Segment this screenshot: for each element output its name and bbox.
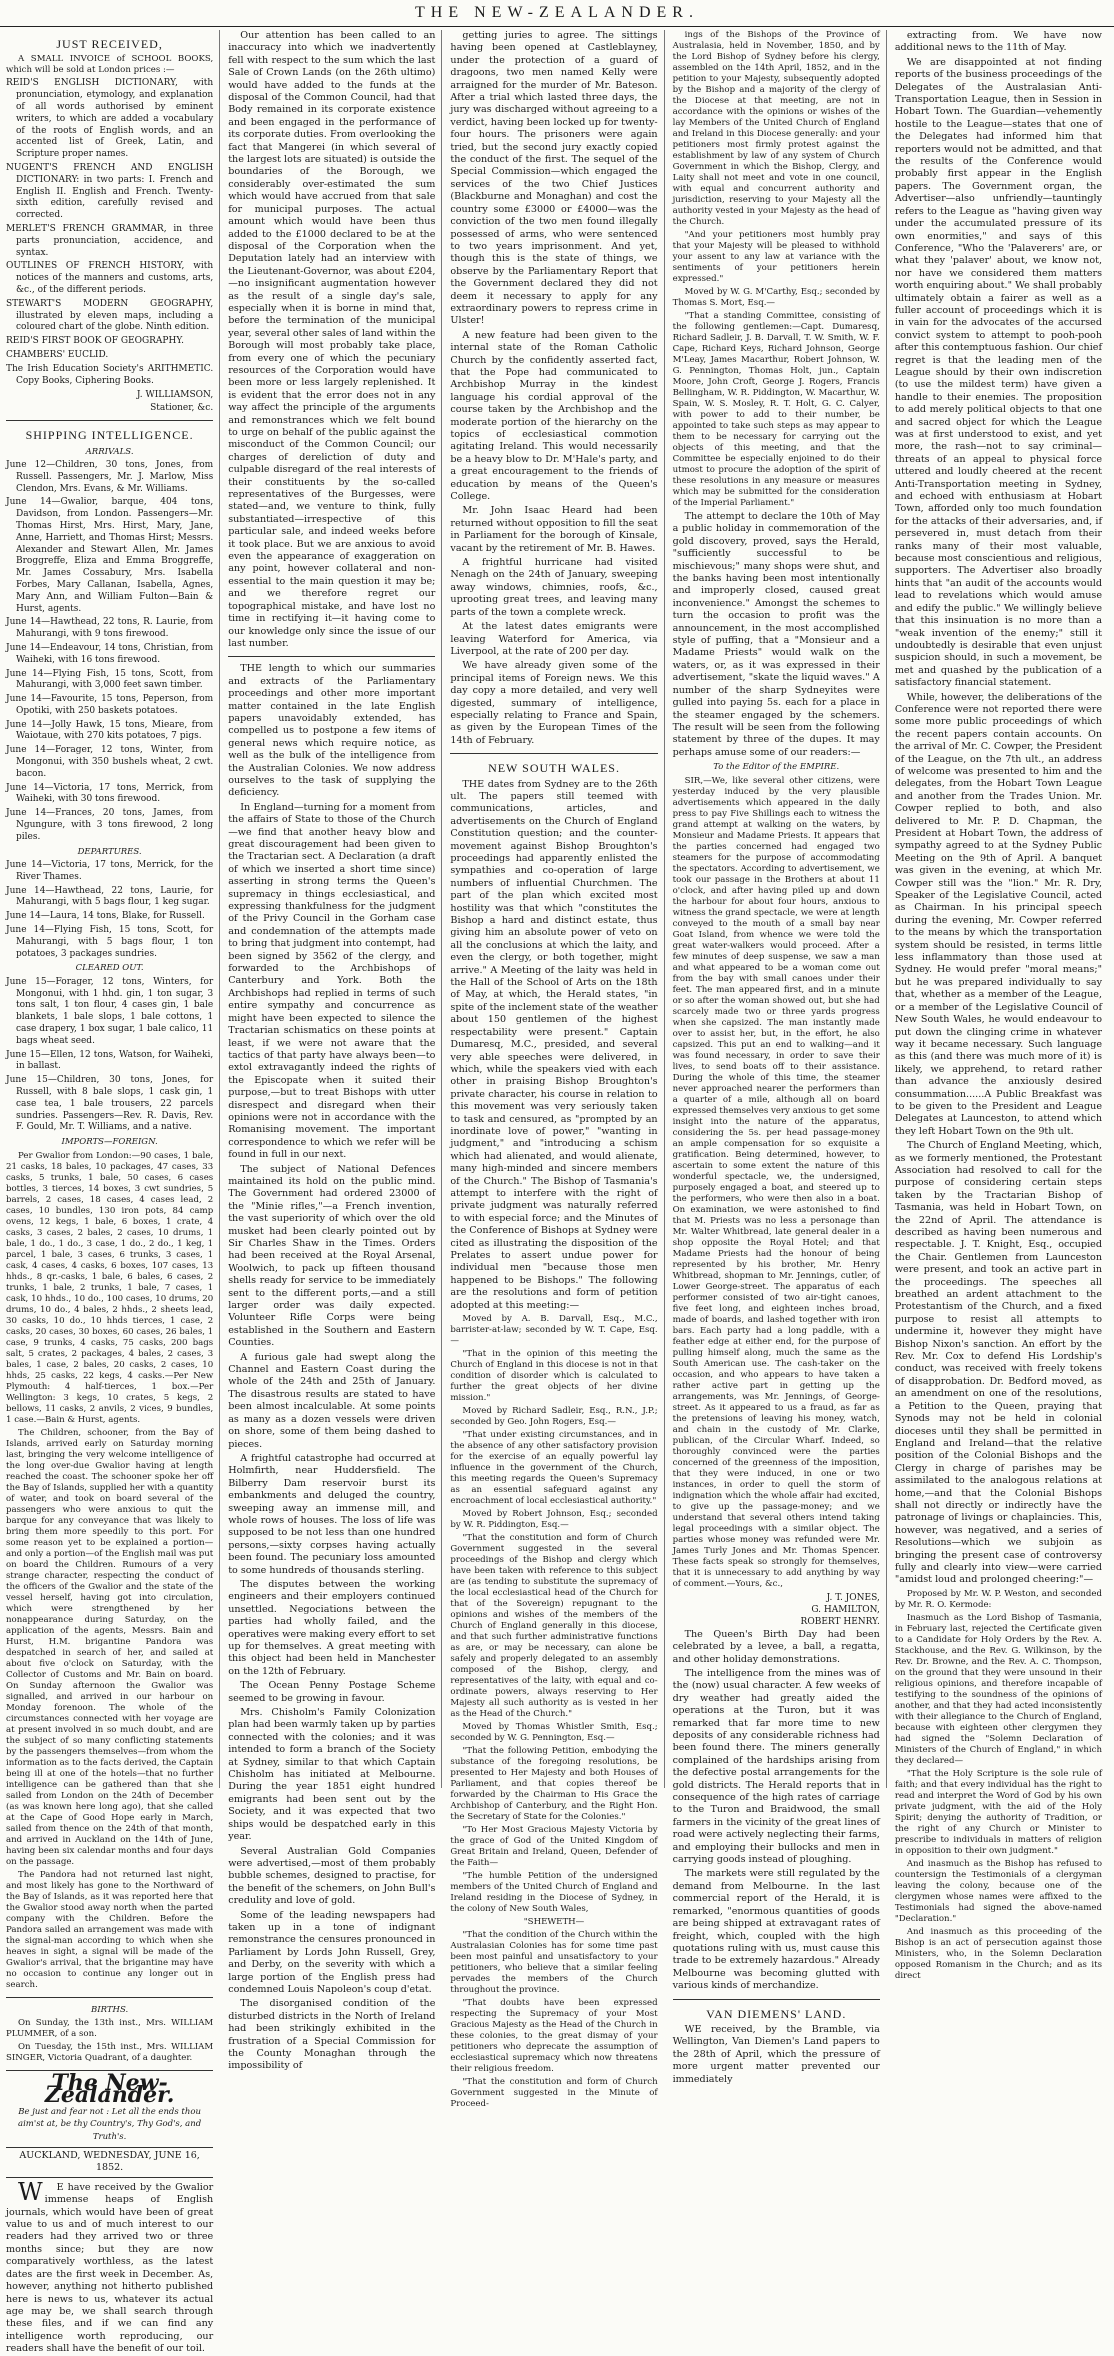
paragraph: THE dates from Sydney are to the 26th ult. The papers still teemed with communications, articles, and advertisements on the Church of England Constitution question; and the counter-movement against Bishop Broughton's proceedings had apparently enlisted the sympathies and co-operation of large numbers of influential Churchmen. The part of the plan which excited most hostility was that which "constitutes the Bishop a hard and distinct estate, thus giving him an absolute power of veto on all the conclusions at which the laity, and even the clergy, or both together, might arrive." A Meeting of the laity was held in the Hall of the School of Arts on the 18th of May, at which, the Herald states, "in spite of the inclement state of the weather about 150 gentlemen of the highest respectability were present." Captain Dumaresq, M.C., presided, and several very able speeches were delivered, in which, while the speakers vied with each other in praising Bishop Broughton's private character, his course in relation to this movement was very seriously taken to task and censured, as "prompted by an inordinate love of power," "wanting in judgment," and "introducing a schism which had alienated, and would alienate, many high-minded and sincere members of the Church." The Bishop of Tasmania's attempt to interfere with the right of private judgment was naturally referred to with especial force; and the Minutes of the Conference of Bishops at Sydney were cited as illustrating the disposition of the Prelates to assert undue power for individual men "because those men happened to be Bishops." The following are the resolutions and form of petition adopted at this meeting:— xyxy=(450,778,658,1311)
children-news: The Children, schooner, from the Bay of Islands, arrived early on Saturday morning last, bringing the very welcome intelligence of the long over-due Gwalior having at length reached the coast. The schooner spoke her off the Bay of Islands, supplied her with a quantity of water, and took on board several of the passengers who were anxious to quit the barque for any conveyance that was likely to bring them more speedily to this port. For some reason yet to be explained a portion—and only a portion—of the English mail was put on board the Children. Rumours of a very strange character, respecting the conduct of the officers of the Gwalior and the state of the vessel herself, having got into circulation, which were strengthened by her nonappearance during Saturday, on the application of the agents, Messrs. Bain and Hurst, H.M. brigantine Pandora was despatched in search of her, and sailed at about five o'clock on Saturday, with the Collector of Customs and Mr. Bain on board. On Sunday afternoon the Gwalior was signalled, and arrived in our harbour on Monday forenoon. The whole of the circumstances connected with her voyage are at present involved in so much doubt, and are the subject of so many conflicting statements by the passengers themselves—from whom the information as to the facts derived, the Captain being ill at one of the hotels—that no further intelligence can be gathered than that she sailed from London on the 24th of December (as was known here long ago), that she called at the Cape of Good Hope early in March, sailed from thence on the 24th of that month, and arrived in Auckland on the 14th of June, having been six calendar months and four days on the passage. xyxy=(6,1427,214,1867)
petition: "To Her Most Gracious Majesty Victoria by the grace of God of the United Kingdom of Great Britain and Ireland, Queen, Defender of the Faith— xyxy=(450,1825,658,1869)
moved-line: Moved by W. G. M'Carthy, Esq.; seconded by Thomas S. Mort, Esq.— xyxy=(672,287,880,308)
moved-line: Moved by Thomas Whistler Smith, Esq.; seconded by W. G. Pennington, Esq.— xyxy=(450,1722,658,1744)
arrival-item: June 14—Victoria, 17 tons, Merrick, from Waiheki, with 30 tons firewood. xyxy=(6,782,214,805)
resolution: "That the constitution and form of Church Government suggested in the several proceedings of the Bishop and clergy which have been taken with reference to this subject are (as tending to substitute the supremacy of the local ecclesiastical head of the Church for that of the Sovereign) repugnant to the opinions and wishes of the members of the Church of England generally in this diocese, and that such further administrative functions as are, or may be necessary, can alone be safely and properly delegated to an assembly composed of the Bishop, clergy, and representatives of the laity, with equal and co-ordinate powers, always reserving to Her Majesty all such authority as is vested in her as the Head of the Church." xyxy=(450,1533,658,1720)
arrival-item: June 14—Frances, 20 tons, James, from Ngungure, with 3 tons firewood, 2 long piles. xyxy=(6,808,214,842)
paragraph: "That a standing Committee, consisting of the following gentlemen:—Capt. Dumaresq, Richard Sadleir, J. B. Darvall, T. W. Smith, W. F. Cape, Richard Keys, Richard Johnson, George M'Leay, James Macarthur, Robert Johnson, W. G. Pennington, Thomas Holt, jun., Captain Moore, John Croft, George J. Rogers, Francis Bellingham, W. R. Piddington, W. Macarthur, W. Spain, W. S. Mosley, R. T. Holt, G. C. Calyer, with power to add to their number, be appointed to take such steps as may appear to them to be necessary for carrying out the objects of this meeting, and that the Committee be especially enjoined to do their utmost to procure the adoption of the spirit of these resolutions in any measure or measures which may be submitted for the consideration of the Imperial Parliament." xyxy=(672,311,880,508)
divider xyxy=(6,420,213,421)
paragraph: The markets were still regulated by the demand from Melbourne. In the last commercial report of the Herald, it is remarked, "enormous quantities of goods are being shipped at extravagant rates of freight, which, coupled with the high quotations ruling with us, must cause this trade to be extremely hazardous." Already Melbourne was becoming glutted with various kinds of merchandize. xyxy=(672,1868,880,1992)
paragraph: The disputes between the working engineers and their employers continued unsettled. Negociations between the parties had wholly failed, and the operatives were making every effort to set up for themselves. A great meeting with this object had been held in Manchester on the 12th of February. xyxy=(228,1578,436,1677)
column-5 xyxy=(894,30,1108,1981)
divider xyxy=(673,1999,880,2000)
column-1 xyxy=(6,30,220,2355)
dateline: AUCKLAND, WEDNESDAY, JUNE 16, 1852. xyxy=(6,2147,213,2178)
divider xyxy=(450,753,657,754)
paragraph: While, however, the deliberations of the Conference were not reported there were some more public proceedings of which the recent papers contain accounts. On the arrival of Mr. C. Cowper, the President of the League, on the 7th ult., an address of welcome was presented to him and the delegates, from the Hobart Town League and another from the Trades Union. Mr. Cowper replied to both, and also delivered to Mr. P. D. Chapman, the President at Hobart Town, the address of sympathy agreed to at the Sydney Public Meeting on the 9th of April. A banquet was given in the evening, at which Mr. Cowper still was the "lion." Mr. R. Dry, Speaker of the Legislative Council, acted as Chairman. In his principal speech during the evening, Mr. Cowper referred to the means by which the transportation system should be resisted, in terms little less inflammatory than those used at Sydney. He would prefer "moral means;" but he was prepared individually to say that, whether as a member of the League, or a member of the Legislative Council of New South Wales, he would endeavour to put down the clinging crime in whatever way it became necessary. Such language as this (and there was much more of it) is likely, we apprehend, to retard rather than advance the anxiously desired consummation......A Public Breakfast was to be given to the President and League Delegates at Launceston, to attend which they left Hobart Town on the 9th ult. xyxy=(894,691,1103,1137)
paragraph: The attempt to declare the 10th of May a public holiday in commemoration of the gold discovery, proved, says the Herald, "sufficiently successful to be mischievous;" many shops were shut, and the banks having been most intentionally and improperly closed, caused great inconvenience." Amongst the schemes to turn the occasion to profit was the announcement, in the most accomplished style of puffing, that a "Monsieur and a Madame Priests" would walk on the waters, or, as it was expressed in their advertisement, "skate the liquid waves." A number of the sharp Sydneyites were gulled into paying 5s. each for a place in the steamer engaged by the schemers. The result will be seen from the following statement by three of the dupes. It may perhaps amuse some of our readers:— xyxy=(672,511,880,758)
column-3 xyxy=(450,30,664,2110)
imports-text: Per Gwalior from London:—90 cases, 1 bale, 21 casks, 18 bales, 10 packages, 47 cases, 33 casks, 5 trunks, 1 bale, 50 cases, 6 cases bottles, 3 tierces, 14 boxes, 3 cwt sundries, 5 barrels, 2 cases, 18 cases, 4 cases lead, 2 cases, 10 bundles, 130 iron pots, 84 camp ovens, 12 kegs, 1 bale, 6 boxes, 1 crate, 4 casks, 3 cases, 2 bales, 2 cases, 10 drums, 1 bale, 1 do., 1 do., 3 case, 1 do., 2 do., 1 keg, 1 parcel, 1 bale, 3 cases, 6 trunks, 3 cases, 1 cask, 4 cases, 4 casks, 6 boxes, 107 cases, 13 hhds., 8 qr.-casks, 1 bale, 6 bales, 6 cases, 2 trunks, 1 bale, 2 trunks, 1 bale, 7 cases, 1 cask, 10 hhds., 10 do., 100 cases, 10 drums, 20 drums, 10 do., 4 bales, 2 hhds., 2 sheets lead, 30 casks, 10 do., 10 hhds tierces, 1 case, 2 casks, 20 cases, 30 boxes, 60 cases, 26 bales, 1 case, 9 trunks, 4 casks, 75 casks, 200 bags salt, 5 crates, 2 packages, 4 bales, 2 cases, 3 bales, 1 case, 2 bales, 20 casks, 2 cases, 10 hhds, 25 casks, 22 kegs, 4 casks.—Per New Plymouth: 4 half-tierces, 1 box.—Per Wellington: 3 kegs, 10 crates, 5 kegs, 2 bellows, 11 casks, 2 anvils, 2 vices, 9 bundles, 1 case.—Bain & Hurst, agents. xyxy=(6,1150,214,1425)
divider xyxy=(228,656,435,657)
paragraph: A frightful hurricane had visited Nenagh on the 24th of January, sweeping away windows, chimnies, roofs, &c., uprooting great trees, and leaving many parts of the town a complete wreck. xyxy=(450,557,658,618)
paragraph: Some of the leading newspapers had taken up in a tone of indignant remonstrance the censures pronounced in Parliament by Lords John Russell, Grey, and Derby, on the severity with which a large portion of the English press had condemned Louis Napoleon's coup d'etat. xyxy=(228,1909,436,1995)
arrivals-heading: ARRIVALS. xyxy=(85,446,134,457)
paper-title: The New-Zealander. xyxy=(44,2070,175,2109)
signer-role: Stationer, &c. xyxy=(150,402,214,413)
masthead: THE NEW-ZEALANDER. xyxy=(0,4,1114,27)
shipping-heading: SHIPPING INTELLIGENCE. xyxy=(25,428,194,443)
births-heading: BIRTHS. xyxy=(91,2004,129,2015)
book-item: The Irish Education Society's ARITHMETIC. Copy Books, Ciphering Books. xyxy=(6,363,214,386)
arrival-item: June 12—Children, 30 tons, Jones, from Russell. Passengers, Mr. J. Marlow, Miss Clendon, Mrs. Evans, & Mr. Williams. xyxy=(6,459,214,494)
paragraph: A new feature had been given to the internal state of the Roman Catholic Church by the confidently asserted fact, that the Pope had communicated to Archbishop Murray in the kindest language his cordial approval of the course taken by the Archbishop and the moderate portion of the hierarchy on the topics of ecclesiastical commotion agitating Ireland. This would necessarily be a heavy blow to Dr. M'Hale's party, and a great encouragement to the friends of education by means of the Queen's College. xyxy=(450,329,658,503)
paragraph: Mr. John Isaac Heard had been returned without opposition to fill the seat in Parliament for the borough of Kinsale, vacant by the retirement of Mr. B. Hawes. xyxy=(450,505,658,554)
cleared-item: June 15—Ellen, 12 tons, Watson, for Waiheki, in ballast. xyxy=(6,1049,214,1072)
resolution: Inasmuch as the Lord Bishop of Tasmania, in February last, rejected the Certificate given to a Candidate for Holy Orders by the Rev. A. Stackhouse, and the Rev. G. Wilkinson, by the Rev. Dr. Browne, and the Rev. A. C. Thompson, on the ground that they were unsound in their religious opinions, and therefore incapable of testifying to the soundness of the opinions of another, and that they had acted inconsistently with their allegiance to the Church of England, because with eighteen other clergymen they had signed the "Solemn Declaration of Ministers of the Church of England," in which they declared— xyxy=(894,1612,1103,1766)
cleared-heading: CLEARED OUT. xyxy=(75,963,144,974)
imports-heading: IMPORTS—FOREIGN. xyxy=(61,1137,158,1148)
letter-body: SIR,—We, like several other citizens, were yesterday induced by the very plausible advertisements which appeared in the daily press to pay Five Shillings each to witness the grand attempt at walking on the waters, by Monsieur and Madame Priests. It appears that the parties concerned had engaged two steamers for the purpose of accommodating the spectators. According to advertisement, we took our passage in the Brothers at about 11 o'clock, and after having piled up and down the harbour for about four hours, anxious to witness the grand spectacle, we were at length conveyed to the mouth of a small bay near Goat Island, from whence we were told the great water-walkers would proceed. After a few minutes of deep suspense, we saw a man and what appeared to be a woman come out from the bay with small canoes under their feet. The man appeared first, and in a minute or so after the woman showed out, but she had scarcely made two or three yards progress when she capsized. The man instantly made over to assist her, but, in the effort, he also capsized. This put an end to walking—and it was found necessary, in order to save their lives, to send boats off to their assistance. During the whole of this time, the steamer never approached nearer the performers than a quarter of a mile, although all on board expressed themselves very anxious to get some insight into the nature of the apparatus, considering the 5s. per head passage-money an ample compensation for so exquisite a gratification. Being determined, however, to ascertain to some extent the nature of this wonderful spectacle, we, the undersigned, purposely engaged a boat, and steered up to the performers, who were then also in a boat. On examination, we were astonished to find that M. Priests was no less a personage than Mr. Walter Whitbread, late general dealer in a shop opposite the Royal Hotel; and that Madame Priests had the honour of being represented by his brother, Mr. Henry Whitbread, shopman to Mr. Jennings, cutler, of Lower George-street. The apparatus of each performer consisted of two air-tight canoes, five feet long, and eighteen inches broad, made of boards, and lashed together with iron bars. Each party had a long paddle, with a feather edge at either end, for the purpose of pulling himself along, much the same as the South American use. The cash-taker on the occasion, and who appears to have taken a rather active part in getting up the arrangements, was Mr. Jennings, of George-street. As it appeared to us a fraud, as far as the pretensions of leaving his money, watch, and chain in the custody of Mr. Clarke, publican, of the Circular Wharf. Indeed, so thoroughly convinced were the parties concerned of the greenness of the imposition, that they were induced, in one or two instances, in order to quell the storm of indignation which the whole affair had excited, to give up the passage-money; and we understand that several others intend taking legal proceedings with a similar object. The parties whose money was refunded were Mr. James Turly Jones and Mr. Thomas Spencer. These facts speak so strongly for themselves, that it is unnecessary to add anything by way of comment.—Yours, &c., xyxy=(672,775,880,1589)
arrival-item: June 14—Forager, 12 tons, Winter, from Mongonui, with 350 bushels wheat, 2 cwt. bacon. xyxy=(6,745,214,779)
paragraph: A frightful catastrophe had occurred at Holmfirth, near Huddersfield. The Bilberry Dam reservoir burst its embankments and deluged the country, sweeping away an immense mill, and whole rows of houses. The loss of life was supposed to be not less than one hundred persons,—sixty corpses having actually been found. The pecuniary loss amounted to some hundreds of thousands sterling. xyxy=(228,1452,436,1576)
just-received-heading: JUST RECEIVED, xyxy=(56,37,163,51)
divider xyxy=(6,1997,213,1998)
resolution: "That the Holy Scripture is the sole rule of faith; and that every individual has the right to read and interpret the Word of God by his own private judgment, with the aid of the Holy Spirit; denying the authority of Tradition, or the right of any Church or Minister to prescribe to individuals in matters of religion in opposition to their own judgment." xyxy=(894,1768,1103,1856)
signature: G. HAMILTON, xyxy=(811,1604,880,1615)
paragraph: getting juries to agree. The sittings having been opened at Castleblayney, under the protection of a guard of dragoons, two men named Kelly were arraigned for the murder of Mr. Bateson. After a trial which lasted three days, the jury was discharged without agreeing to a verdict, having been locked up for twenty-four hours. The prisoners were again tried, but the second jury exactly copied the conduct of the first. The sequel of the Special Commission—which engaged the services of the two Chief Justices (Blackburne and Monaghan) and cost the country some £3000 or £4000—was the conviction of the two men found illegally possessed of arms, who were sentenced to two years imprisonment. And yet, though this is the state of things, we observe by the Parliamentary Report that the Government declared they did not deem it necessary to apply for any extraordinary powers to repress crime in Ulster! xyxy=(450,30,658,327)
column-2 xyxy=(228,30,442,2072)
paragraph: A furious gale had swept along the Channel and Eastern Coast during the whole of the 24th and 25th of January. The disastrous results are stated to have been almost incalculable. At some points as many as a dozen vessels were driven on shore, some of them being dashed to pieces. xyxy=(228,1351,436,1450)
paragraph: "And your petitioners most humbly pray that your Majesty will be pleased to withhold your assent to any law at variance with the sentiments of your petitioners herein expressed." xyxy=(672,230,880,284)
paragraph: WE received, by the Bramble, via Wellington, Van Diemen's Land papers to the 28th of April, which the pressure of more urgent matter prevented our immediately xyxy=(672,2023,880,2085)
moved-line: Moved by Richard Sadleir, Esq., R.N., J.P.; seconded by Geo. John Rogers, Esq.— xyxy=(450,1406,658,1428)
signature: J. T. JONES, xyxy=(826,1592,880,1603)
departures-heading: DEPARTURES. xyxy=(77,846,142,857)
book-item: REID'S FIRST BOOK OF GEOGRAPHY. xyxy=(6,336,184,347)
book-item: OUTLINES OF FRENCH HISTORY, with notices of the manners and customs, arts, &c., of the different periods. xyxy=(6,261,214,295)
arrival-item: June 14—Hawthead, 22 tons, R. Laurie, from Mahurangi, with 9 tons firewood. xyxy=(6,617,214,640)
book-item: NUGENT'S FRENCH AND ENGLISH DICTIONARY: in two parts: I. French and English II. English and French. Twenty-sixth edition, carefully revised and corrected. xyxy=(6,162,214,221)
petition: "The humble Petition of the undersigned members of the United Church of England and Ireland residing in the Diocese of Sydney, in the colony of New South Wales, xyxy=(450,1871,658,1915)
petition: "That doubts have been expressed respecting the Supremacy of your Most Gracious Majesty as the Head of the Church in these colonies, to the great dismay of your petitioners who deprecate the assumption of ecclesiastical supremacy which now threatens their religious freedom. xyxy=(450,1998,658,2075)
paragraph: Mrs. Chisholm's Family Colonization plan had been warmly taken up by parties connected with the colonies; and it was intended to form a branch of the Society at Sydney, similar to that which Captain Chisholm has initiated at Melbourne. During the year 1851 eight hundred emigrants had been sent out by the Society, and it was expected that two ships would be despatched early in this year. xyxy=(228,1707,436,1843)
paragraph: The Queen's Birth Day had been celebrated by a levee, a ball, a regatta, and other holiday demonstrations. xyxy=(672,1628,880,1665)
book-list xyxy=(6,78,213,387)
cleared-item: June 15—Forager, 12 tons, Winters, for Mongonui, with 1 hhd. gin, 1 ton sugar, 3 tons salt, 1 ton flour, 4 cases gin, 1 bale blankets, 1 bale slops, 1 bale cottons, 1 case drapery, 1 box sugar, 1 bale calico, 11 bags wheat seed. xyxy=(6,976,214,1046)
arrival-item: June 14—Favourite, 15 tons, Peperson, from Opotiki, with 250 baskets potatoes. xyxy=(6,694,214,716)
paragraph: In England—turning for a moment from the affairs of State to those of the Church —we find that another heavy blow and great discouragement had been given to the Tractarian sect. A Declaration (a draft of which we inserted a short time since) asserting in strong terms the Queen's supremacy in things ecclesiastical, and expressing thankfulness for the judgment of the Privy Council in the Gorham case and condemnation of the attempts made to bring that judgment into contempt, had been signed by 3562 of the clergy, and forwarded to the Archbishops of Canterbury and York. Both the Archbishops had replied in terms of such entire sympathy and concurrence as might have been expected to silence the Tractarian schismatics on these points at least, if we were not aware that the tactics of that party have always been—to extol extravagantly indeed the rights of the Episcopate when it suited their purpose,—but to treat Bishops with utter disrespect and disregard when their opinions were not in accordance with the Romanising movement. The important correspondence to which we refer will be found in full in our next. xyxy=(228,801,436,1161)
paragraph: The disorganised condition of the disturbed districts in the North of Ireland had been strikingly exhibited in the frustration of a Special Commission for the County Monaghan through the impossibility of xyxy=(228,1998,436,2072)
book-item: MERLET'S FRENCH GRAMMAR, in three parts pronunciation, accidence, and syntax. xyxy=(6,223,214,258)
resolution: And inasmuch as the Bishop has refused to countersign the Testimonials of a clergyman leaving the colony, because one of the clergymen whose names were affixed to the Testimonials had signed the above-named "Declaration." xyxy=(894,1858,1103,1924)
paragraph: Several Australian Gold Companies were advertised,—most of them probably bubble schemes, designed to practise, for the benefit of the schemers, on John Bull's credulity and love of gold. xyxy=(228,1845,436,1907)
petition: "That the condition of the Church within the Australasian Colonies has for some time past been most painful and unsatisfactory to your petitioners, who believe that a similar feeling pervades the members of the Church throughout the province. xyxy=(450,1930,658,1996)
nsw-heading: NEW SOUTH WALES. xyxy=(488,761,620,776)
book-item: STEWART'S MODERN GEOGRAPHY, illustrated by eleven maps, including a coloured chart of the globe. Ninth edition. xyxy=(6,298,214,333)
resolution: "That in the opinion of this meeting the Church of England in this diocese is not in that condition of disorder which is calculated to further the great objects of her divine mission." xyxy=(450,1349,658,1404)
departure-item: June 14—Hawthead, 22 tons, Laurie, for Mahurangi, with 5 bags flour, 1 keg sugar. xyxy=(6,885,214,908)
signature: ROBERT HENRY. xyxy=(800,1617,880,1628)
resolution: And inasmuch as this proceeding of the Bishop is an act of persecution against those Ministers, who, in the Solemn Declaration opposed Romanism in the Church; and as its direct xyxy=(894,1926,1103,1981)
arrival-item: June 14—Flying Fish, 15 tons, Scott, from Mahurangi, with 3,000 feet sawn timber. xyxy=(6,668,214,691)
paragraph: We are disappointed at not finding reports of the business proceedings of the Delegates of the Australasian Anti-Transportation League, then in Session in Hobart Town. The Guardian—vehemently hostile to the League—states that one of the Delegates had informed him that reporters would not be admitted, and that the results of the Conference would probably first appear in the English papers. The Government organ, the Advertiser—also unfriendly—tauntingly refers to the League as "having given way under the accumulated pressure of its own enormities," and says of this Conference, "Who the 'Palaverers' are, or what they 'palaver' about, we know not, nor have we considered them matters worth enquiring about." We shall probably ultimately obtain a fairer as well as a fuller account of proceedings which it is in vain for the advocates of the accursed convict system to attempt to pooh-pooh after this contemptuous fashion. Our chief regret is that the leading men of the League should by their own indiscretion (to use the mildest term) have given a handle to their enemies. The proposition to add merely political objects to that one and sacred object for which the League was at first understood to exist, and yet more, the rash—not to say criminal—threats of an appeal to physical force uttered and loudly cheered at the recent Anti-Transportation meeting in Sydney, and echoed with enthusiasm at Hobart Town, afforded only too much foundation for the attacks of their adversaries, and, if persevered in, must detach from their ranks many of their most valuable, because most conscientious and religious, supporters. The Advertiser also broadly hints that "an audit of the accounts would lead to revelations which would amuse and edify the public." We willingly believe that this insinuation is no more than a "weak invention of the enemy;" still it undoubtedly is desirable that even unjust suspicion should, in such a movement, be met and quashed by the publication of a satisfactory financial statement. xyxy=(894,56,1103,689)
paragraph: Our attention has been called to an inaccuracy into which we inadvertently fell with respect to the sum which the last Sale of Crown Lands (on the 26th ultimo) would have added to the funds at the disposal of the Common Council, had that Body remained in its corporate existence and been engaged in the performance of its corporate duties. From overlooking the fact that Mangerei (in which several of the largest lots are situated) is outside the boundaries of the Borough, we considerably over-estimated the sum which would have accrued from that sale for municipal purposes. The actual amount which would have been thus added to the £1000 declared to be at the disposal of the Corporation when the Deputation lately had an interview with the Lieutenant-Governor, was about £204, —no insignificant augmentation however as the result of a single day's sale, especially when it is borne in mind that, before the termination of the municipal year, several other sales of land within the Borough will most probably take place, from every one of which the pecuniary resources of the Corporation would have been more or less largely replenished. It is evident that the error does not in any way affect the principle of the arguments and remonstrances which we felt bound to urge on behalf of the public against the misconduct of the Common Council; our charges of dereliction of duty and culpable disregard of the real interests of their constituents by the so-called representatives of the Burgesses, were stated—and, we venture to think, fully substantiated—irrespective of this particular sale, and indeed weeks before it took place. But we are anxious to avoid even the appearance of exaggeration on any point, however collateral and non-essential to the main question it may be; and we therefore regret our topographical mistake, and have lost no time in rectifying it—it having come to our knowledge only since the issue of our last number. xyxy=(228,30,436,649)
paragraph: extracting from. We have now additional news to the 11th of May. xyxy=(894,30,1103,54)
arrival-item: June 14—Endeavour, 14 tons, Christian, from Waiheki, with 16 tons firewood. xyxy=(6,642,214,665)
columns xyxy=(6,30,1108,2355)
cleared-item: June 15—Children, 30 tons, Jones, for Russell, with 8 bale slops, 1 cask gin, 1 case tea, 1 bale trousers, 22 parcels sundries. Passengers—Rev. R. Davis, Rev. F. Gould, Mr. T. Williams, and a native. xyxy=(6,1075,214,1133)
pandora-news: The Pandora had not returned last night, and most likely has gone to the Northward of the Bay of Islands, as it was reported here that the Gwalior stood away north when the parted company with the Children. Before the Pandora sailed an arrangement was made with the signal-man according to which when she heaves in sight, a signal will be made of the Gwalior's arrival, that the brigantine may have no occasion to continue any longer out in search. xyxy=(6,1869,214,1990)
letter-heading: To the Editor of the EMPIRE. xyxy=(713,762,840,773)
editorial: WE have received by the Gwalior immense heaps of English journals, which would have been of great value to us and of much interest to our readers had they arrived two or three months since; but they are now comparatively worthless, as the latest dates are the first week in December. As, however, anything not hitherto published here is news to us, whatever its actual age may be, we shall search through these files, and if we can find any intelligence worth reproducing, our readers shall have the benefit of our toil. xyxy=(6,2177,214,2355)
birth-item: On Sunday, the 13th inst., Mrs. WILLIAM PLUMMER, of a son. xyxy=(6,2018,214,2040)
paragraph: We have already given some of the principal items of Foreign news. We this day copy a more detailed, and very well digested, summary of intelligence, especially relating to France and Spain, as given by the European Times of the 14th of February. xyxy=(450,660,658,746)
book-item: CHAMBERS' EUCLID. xyxy=(6,349,109,360)
resolution: "That under existing circumstances, and in the absence of any other satisfactory provision for the exercise of an equally powerful lay influence in the government of the Church, this meeting regards the Queen's Supremacy as an essential safeguard against any encroachment of local ecclesiastical authority." xyxy=(450,1430,658,1507)
column-4 xyxy=(672,30,887,2085)
motto: Be just and fear not : Let all the ends thou aim'st at, be thy Country's, Thy God's, and Truth's. xyxy=(18,2106,202,2142)
invoice-intro: A SMALL INVOICE of SCHOOL BOOKS, which will be sold at London prices :— xyxy=(6,54,214,76)
arrivals-list xyxy=(6,460,213,844)
vdl-heading: VAN DIEMENS' LAND. xyxy=(706,2006,847,2021)
signer: J. WILLIAMSON, xyxy=(136,390,214,401)
book-item: REID'S ENGLISH DICTIONARY, with pronunciation, etymology, and explanation of all words authorised by eminent writers, to which are added a vocabulary of the roots of English words, and an accented list of Greek, Latin, and Scripture proper names. xyxy=(6,78,214,160)
moved-line: Moved by A. B. Darvall, Esq., M.C., barrister-at-law; seconded by W. T. Cape, Esq.— xyxy=(450,1314,658,1347)
departures-list xyxy=(6,860,213,960)
sheweth: "SHEWETH— xyxy=(523,1917,585,1928)
arrival-item: June 14—Jolly Hawk, 15 tons, Mieare, from Waiotaue, with 270 kits potatoes, 7 pigs. xyxy=(6,719,214,742)
moved-line: Moved by Robert Johnson, Esq.; seconded by W. R. Piddington, Esq.— xyxy=(450,1509,658,1531)
resolution: "That the following Petition, embodying the substance of the foregoing resolutions, be presented to Her Majesty and both Houses of Parliament, and that copies thereof be forwarded by the Chairman to His Grace the Archbishop of Canterbury, and the Right Hon. the Secretary of State for the Colonies." xyxy=(450,1746,658,1823)
departure-item: June 14—Flying Fish, 15 tons, Scott, for Mahurangi, with 5 bags flour, 1 ton potatoes, 3 packages sundries. xyxy=(6,925,214,959)
departure-item: June 14—Victoria, 17 tons, Merrick, for the River Thames. xyxy=(6,860,214,882)
paragraph: At the latest dates emigrants were leaving Waterford for America, via Liverpool, at the rate of 200 per day. xyxy=(450,621,658,657)
paragraph: ings of the Bishops of the Province of Australasia, held in November, 1850, and by the Lord Bishop of Sydney before his clergy, assembled on the 14th April, 1852, and in the petition to your Majesty, subsequently adopted by the Bishop and a majority of the clergy of the Diocese at that meeting, are not in accordance with the opinions or wishes of the lay Members of the United Church of England and Ireland in this Diocese generally: and your petitioners most firmly protest against the establishment by law of any system of Church Government in which the Bishop, Clergy, and Laity shall not meet and vote in one council, with equal and concurrent authority and jurisdiction, reserving to your Majesty all the authority vested in your Majesty as the head of the Church. xyxy=(672,30,880,227)
paragraph: THE length to which our summaries and extracts of the Parliamentary proceedings and other more important matter contained in the late English papers unavoidably extended, has compelled us to postpone a few items of general news which require notice, as well as the bulk of the intelligence from the Australian Colonies. We now address ourselves to the task of supplying the deficiency. xyxy=(228,663,436,799)
petition: "That the constitution and form of Church Government suggested in the Minute of Proceed- xyxy=(450,2077,658,2110)
cleared-list xyxy=(6,977,213,1134)
arrival-item: June 14—Gwalior, barque, 404 tons, Davidson, from London. Passengers—Mr. Thomas Hirst, Mrs. Hirst, Mary, Jane, Anne, Harriett, and Thomas Hirst; Messrs. Alexander and Stewart Allen, Mr. James Broggreffe, Eliza and Emma Broggreffe, Mr. James Cossabury, Mrs. Isabella Forbes, Mary Callanan, Isabella, Agnes, Mary Ann, and William Fulton—Bain & Hurst, agents. xyxy=(6,497,214,614)
birth-item: On Tuesday, the 15th inst., Mrs. WILLIAM SINGER, Victoria Quadrant, of a daughter. xyxy=(6,2042,214,2064)
departure-item: June 14—Laura, 14 tons, Blake, for Russell. xyxy=(6,911,205,922)
moved-line: Proposed by Mr. W. P. Weston, and seconded by Mr. R. O. Kermode: xyxy=(894,1588,1103,1610)
paragraph: The Ocean Penny Postage Scheme seemed to be growing in favour. xyxy=(228,1680,436,1704)
paragraph: The intelligence from the mines was of the (now) usual character. A few weeks of dry weather had greatly aided the operations at the Turon, but it was remarked that far more time to new deposits of any considerable richness had been found there. The miners generally complained of the hardships arising from the defective postal arrangements for the gold districts. The Herald reports that in consequence of the high rates of carriage to the Turon and Braidwood, the small farmers in the vicinity of the great lines of road were actively neglecting their farms, and employing their bullocks and men in carrying goods instead of ploughing. xyxy=(672,1667,880,1866)
paragraph: The subject of National Defences maintained its hold on the public mind. The Government had ordered 23000 of the "Minie rifles,"—a French invention, the vast superiority of which over the old musket had been clearly pointed out by Sir Charles Shaw in the Times. Orders had been received at the Royal Arsenal, Woolwich, to pack up fifteen thousand shells ready for service to be immediately sent to the different ports,—and a still larger order was daily expected. Volunteer Rifle Corps were being established in the Southern and Eastern Counties. xyxy=(228,1163,436,1349)
paragraph: The Church of England Meeting, which, as we formerly mentioned, the Protestant Association had resolved to call for the purpose of considering certain steps taken by the Tractarian Bishop of Tasmania, was held in Hobart Town, on the 22nd of April. The attendance is described as having been numerous and respectable. J. T. Knight, Esq., occupied the Chair. Gentlemen from Launceston were present, and took an active part in the proceedings. The speeches all breathed an ardent attachment to the Protestantism of the Church, and a fixed purpose to resist all attempts to undermine it, however they might have Bishop Nixon's sanction. An effort by the Rev. Mr. Cox to defend His Lordship's conduct, was received with freely tokens of disapprobation. Dr. Bedford moved, as an amendment on one of the resolutions, a Petition to the Queen, praying that Synods may not be held in colonial dioceses until they shall be permitted in England and Ireland—that the relative position of the Colonial Bishops and the Clergy in charge of parishes may be assimilated to the analogous relations at home,—and that the Colonial Bishops shall not directly or indirectly have the patronage of livings or chaplaincies. This, however, was negatived, and a series of Resolutions—which we subjoin as bringing the present case of controversy fully and clearly into view—were carried "amidst loud and prolonged cheering:"— xyxy=(894,1140,1103,1586)
